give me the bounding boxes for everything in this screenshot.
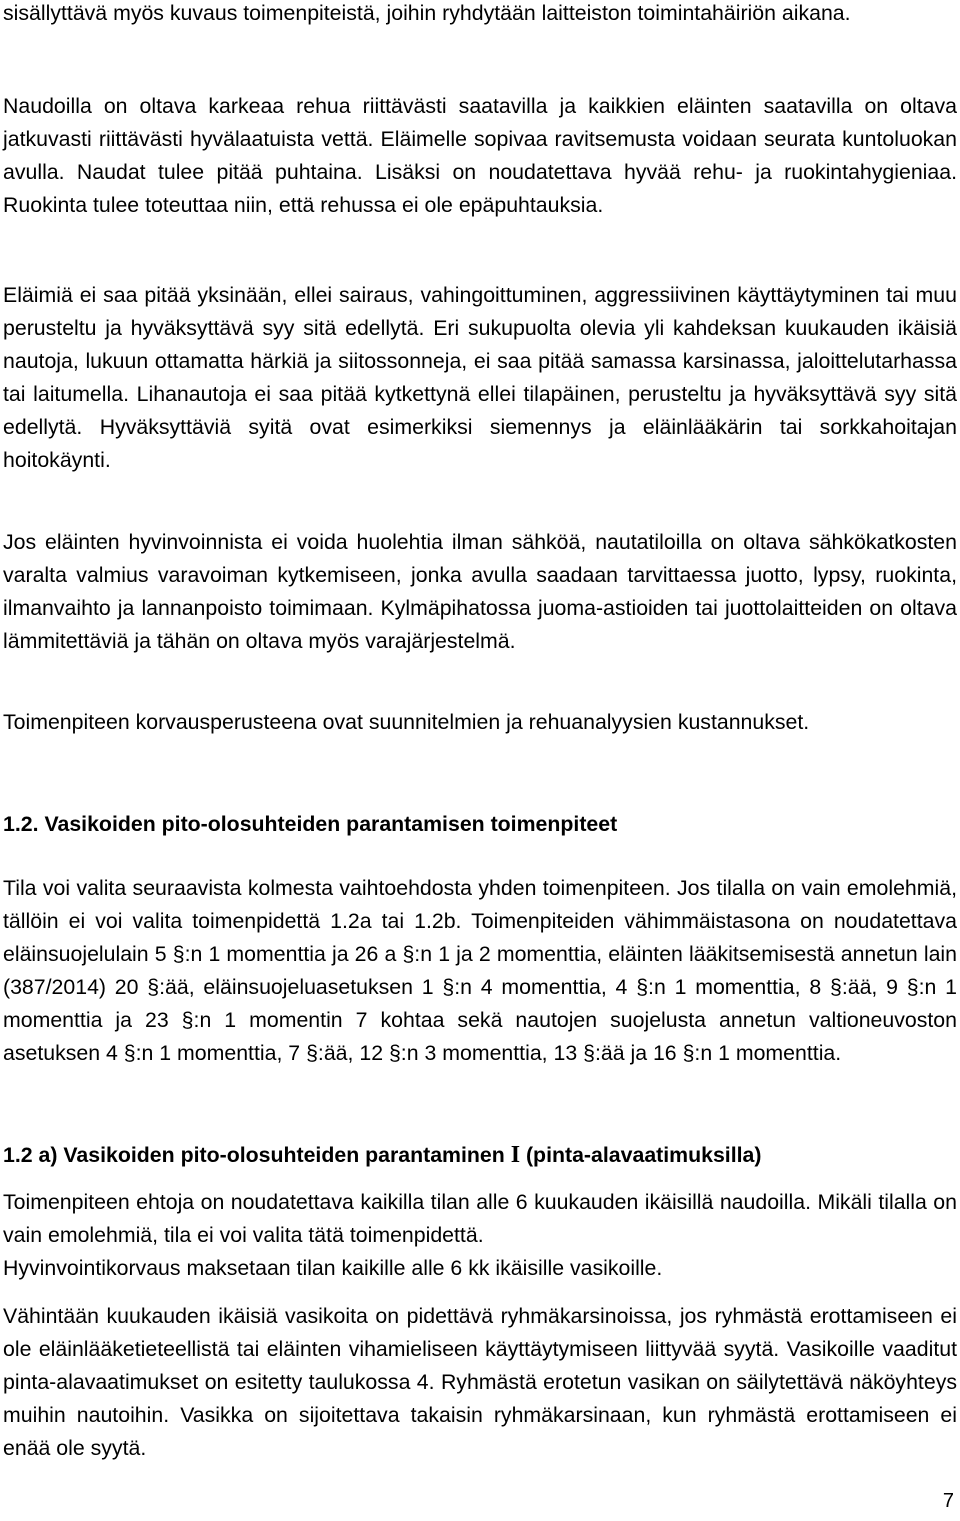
paragraph-section-1-2a-conditions (3, 1186, 957, 1285)
sentence: Ryhmästä erotetun vasikan on säilytettävä näköyhteys muihin nautoihin. (3, 1370, 957, 1427)
sentence: Naudoilla on oltava karkeaa rehua riittävästi saatavilla ja kaikkien eläinten saatavilla on oltava jatkuvasti riittävästi hyvälaatuista vettä. (3, 94, 957, 151)
section-heading-1-2 (3, 808, 617, 841)
sentence: Toimenpiteen ehtoja on noudatettava kaikilla tilan alle 6 kuukauden ikäisillä naudoilla. (3, 1190, 811, 1214)
sentence: Jos eläinten hyvinvoinnista ei voida huolehtia ilman sähköä, nautatiloilla on oltava sähkökatkosten varalta valmius varavoiman kytkemiseen, jonka avulla saadaan tarvittaessa juotto, lypsy, ruokinta, ilmanvaihto ja lannanpoisto toimimaan. (3, 530, 957, 620)
sentence: Ruokinta tulee toteuttaa niin, että rehussa ei ole epäpuhtauksia. (3, 193, 604, 217)
section-title: Vasikoiden pito-olosuhteiden parantamisen toimenpiteet (44, 812, 618, 836)
sentence: Eri sukupuolta olevia yli kahdeksan kuukauden ikäisiä nautoja, lukuun ottamatta härkiä ja siitossonneja, ei saa pitää samassa karsinassa, jaloittelutarhassa tai laitumella. (3, 316, 957, 406)
paragraph-feed-and-water (3, 90, 957, 222)
sentence: Eläimiä ei saa pitää yksinään, ellei sairaus, vahingoittuminen, aggressiivinen käyttäytyminen tai muu perusteltu ja hyväksyttävä syy sitä edellytä. (3, 283, 957, 340)
paragraph-section-1-2a-group-pens (3, 1300, 957, 1465)
sentence: Toimenpiteen korvausperusteena ovat suunnitelmien ja rehuanalyysien kustannukset. (3, 710, 810, 734)
paragraph-malfunction-measures (3, 0, 957, 30)
section-heading-1-2a (3, 1139, 762, 1172)
section-number: 1.2 a) (3, 1143, 58, 1167)
paragraph-backup-power (3, 526, 957, 658)
sentence: Vasikka on sijoitettava takaisin ryhmäkarsinaan, kun ryhmästä erottamiseen ei enää ole syytä. (3, 1403, 957, 1460)
sentence: Lihanautoja ei saa pitää kytkettynä ellei tilapäinen, perusteltu ja hyväksyttävä syy sitä edellytä. (3, 382, 957, 439)
document-page (3, 0, 957, 1521)
sentence: Vasikoille vaaditut pinta-alavaatimukset on esitetty taulukossa 4. (3, 1337, 958, 1394)
sentence: Lisäksi on noudatettava hyvää rehu- ja ruokintahygieniaa. (375, 160, 958, 184)
paragraph-housing-rules (3, 279, 957, 477)
sentence: Eläimelle sopivaa ravitsemusta voidaan seurata kuntoluokan avulla. (3, 127, 957, 184)
section-title: Vasikoiden pito-olosuhteiden parantaminen (63, 1143, 505, 1167)
sentence: Jos tilalla on vain emolehmiä, tällöin ei voi valita toimenpidettä 1.2a tai 1.2b. (3, 876, 957, 933)
sentence: Naudat tulee pitää puhtaina. (76, 160, 363, 184)
paragraph-section-1-2 (3, 872, 957, 1070)
page-number: 7 (942, 1490, 954, 1512)
sentence: Toimenpiteiden vähimmäistasona on noudatettava eläinsuojelulain 5 §:n 1 momenttia ja 26 a §:n 1 ja 2 momenttia, eläinten lääkitsemisestä annetun lain (387/2014) 20 §:ää, eläinsuojeluasetuksen 1 §:n 4 momenttia, 4 §:n 1 momenttia, 8 §:ää, 9 §:n 1 momenttia ja 23 §:n 1 momentin 7 kohtaa sekä nautojen suojelusta annetun valtioneuvoston asetuksen 4 §:n 1 momenttia, 7 §:ää, 12 §:n 3 momenttia, 13 §:ää ja 16 §:n 1 momenttia. (3, 909, 957, 1065)
roman-numeral: I (510, 1142, 521, 1168)
sentence: Tila voi valita seuraavista kolmesta vaihtoehdosta yhden toimenpiteen. (3, 876, 671, 900)
section-title-suffix: (pinta-alavaatimuksilla) (525, 1143, 762, 1167)
sentence: sisällyttävä myös kuvaus toimenpiteistä, joihin ryhdytään laitteiston toimintahäiriön aikana. (3, 1, 851, 25)
paragraph-compensation-basis (3, 706, 957, 739)
sentence: Hyvinvointikorvaus maksetaan tilan kaikille alle 6 kk ikäisille vasikoille. (3, 1256, 663, 1280)
sentence: Hyväksyttäviä syitä ovat esimerkiksi siemennys ja eläinlääkärin tai sorkkahoitajan hoitokäynti. (3, 415, 957, 472)
sentence: Mikäli tilalla on vain emolehmiä, tila ei voi valita tätä toimenpidettä. (3, 1190, 957, 1247)
section-number: 1.2. (3, 812, 39, 836)
sentence: Kylmäpihatossa juoma-astioiden tai juottolaitteiden on oltava lämmitettäviä ja tähän on oltava myös varajärjestelmä. (3, 596, 957, 653)
sentence: Vähintään kuukauden ikäisiä vasikoita on pidettävä ryhmäkarsinoissa, jos ryhmästä erottamiseen ei ole eläinlääketieteellistä tai eläinten vihamieliseen käyttäytymiseen liittyvää syytä. (3, 1304, 957, 1361)
